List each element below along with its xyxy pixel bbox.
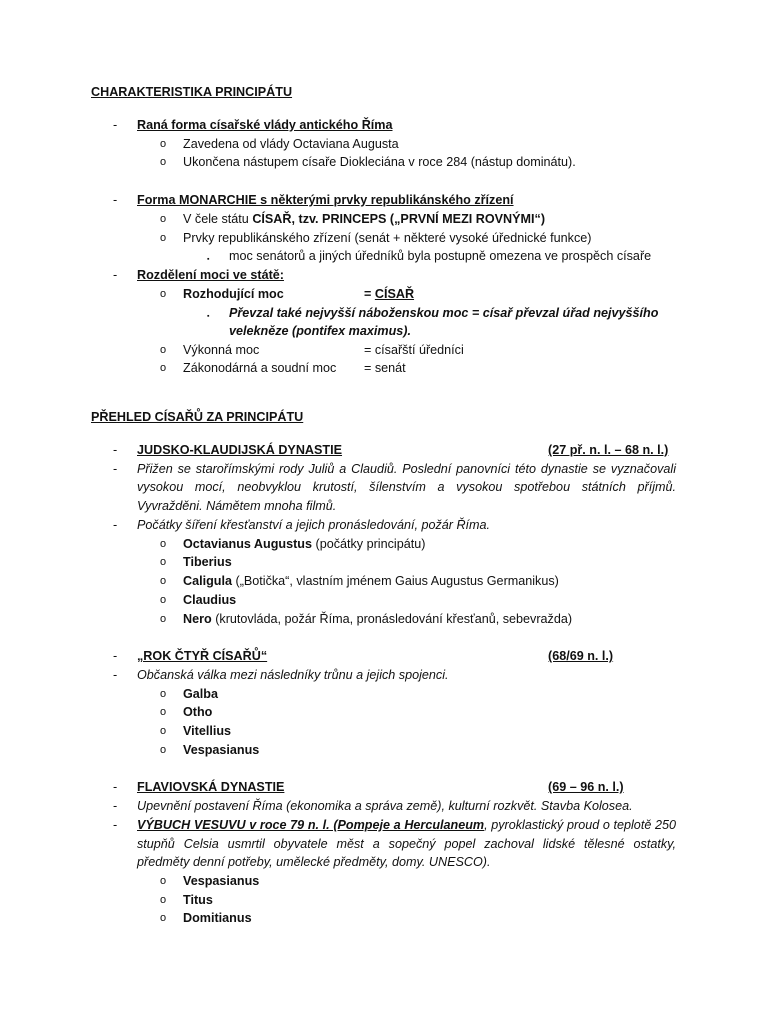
circle-bullet: o xyxy=(160,725,167,737)
power-label: Zákonodárná a soudní moc xyxy=(183,361,337,375)
description-line: Přižen se starořímskými rody Juliů a Claudiů. Poslední panovníci této dynastie se vyznačovali xyxy=(137,462,676,476)
dash-bullet: - xyxy=(113,818,118,832)
subitem-text xyxy=(183,210,545,228)
circle-bullet: o xyxy=(160,875,167,887)
emperor-name: Galba xyxy=(183,687,218,701)
circle-bullet: o xyxy=(160,688,167,700)
description-line: vysokou mocí, neobvyklou krutostí, šílenstvím a vysokou spotřebou státních příjmů. xyxy=(137,480,676,494)
subitem-text: Ukončena nástupem císaře Diokleciána v roce 284 (nástup dominátu). xyxy=(183,155,576,169)
emperor-name: Claudius xyxy=(183,593,237,607)
circle-bullet: o xyxy=(160,912,167,924)
dash-bullet: - xyxy=(113,268,118,282)
dynasty-dates: (27 př. n. l. – 68 n. l.) xyxy=(548,443,669,457)
emperor-name: Caligula xyxy=(183,574,232,588)
emperor-text xyxy=(183,591,236,609)
circle-bullet: o xyxy=(160,706,167,718)
power-value xyxy=(364,341,464,359)
dash-bullet: - xyxy=(113,193,118,207)
power-value-text: CÍSAŘ xyxy=(374,287,415,301)
dynasty-title xyxy=(137,647,617,665)
circle-bullet: o xyxy=(160,288,167,300)
circle-bullet: o xyxy=(160,556,167,568)
description-line: stupňů Celsia usmrtil obyvatele měst a sopečný popel zachoval lidské tělesné ostatky, xyxy=(137,837,676,851)
emperor-name: Vitellius xyxy=(183,724,232,738)
circle-bullet: o xyxy=(160,232,167,244)
dash-bullet: - xyxy=(113,799,118,813)
square-bullet: ▪ xyxy=(207,256,210,263)
item-title: Forma MONARCHIE s některými prvky republikánského zřízení xyxy=(137,193,514,207)
emperor-name: Octavianus Augustus xyxy=(183,537,312,551)
text-bold: CÍSAŘ, tzv. PRINCEPS („PRVNÍ MEZI ROVNÝMI“) xyxy=(252,212,546,226)
emperor-name: Otho xyxy=(183,705,213,719)
description-line: Upevnění postavení Říma (ekonomika a správa země), kulturní rozkvět. Stavba Kolosea. xyxy=(137,799,633,813)
circle-bullet: o xyxy=(160,613,167,625)
description-line: Občanská válka mezi následníky trůnu a jejich spojenci. xyxy=(137,668,449,682)
description-line: Vyvražděni. Námětem mnoha filmů. xyxy=(137,499,337,513)
emperor-note: („Botička“, vlastním jménem Gaius Augustus Germanikus) xyxy=(232,574,559,588)
circle-bullet: o xyxy=(160,344,167,356)
power-label: Výkonná moc xyxy=(183,343,260,357)
dynasty-name: FLAVIOVSKÁ DYNASTIE xyxy=(137,780,285,794)
dynasty-title xyxy=(137,778,617,796)
subitem-text: Prvky republikánského zřízení (senát + některé vysoké úřednické funkce) xyxy=(183,231,592,245)
equals-sign: = xyxy=(364,343,375,357)
dynasty-name: JUDSKO-KLAUDIJSKÁ DYNASTIE xyxy=(137,443,343,457)
dynasty-dates: (68/69 n. l.) xyxy=(548,649,614,663)
circle-bullet: o xyxy=(160,156,167,168)
emperor-name: Nero xyxy=(183,612,212,626)
dynasty-dates: (69 – 96 n. l.) xyxy=(548,780,624,794)
circle-bullet: o xyxy=(160,138,167,150)
circle-bullet: o xyxy=(160,594,167,606)
subsubitem-text: moc senátorů a jiných úředníků byla postupně omezena ve prospěch císaře xyxy=(229,249,652,263)
text-prefix: V čele státu xyxy=(183,212,253,226)
dynasty-name: „ROK ČTYŘ CÍSAŘŮ“ xyxy=(137,649,268,663)
emperor-name: Domitianus xyxy=(183,911,252,925)
dash-bullet: - xyxy=(113,118,118,132)
dash-bullet: - xyxy=(113,649,118,663)
power-value-text: císařští úředníci xyxy=(374,343,464,357)
emperor-name: Titus xyxy=(183,893,213,907)
circle-bullet: o xyxy=(160,575,167,587)
vesuvius-text: , pyroklastický proud o teplotě 250 xyxy=(484,818,676,832)
emperor-note: (krutovláda, požár Říma, pronásledování křesťanů, sebevražda) xyxy=(211,612,573,626)
emperor-note: (počátky principátu) xyxy=(312,537,426,551)
description-line: předměty denní potřeby, umělecké předměty, domy. UNESCO). xyxy=(137,855,491,869)
dash-bullet: - xyxy=(113,518,118,532)
power-value-text: senát xyxy=(374,361,406,375)
emperor-name: Vespasianus xyxy=(183,874,260,888)
dash-bullet: - xyxy=(113,668,118,682)
emperor-name: Tiberius xyxy=(183,555,232,569)
section-heading-prehled: PŘEHLED CÍSAŘŮ ZA PRINCIPÁTU xyxy=(91,410,304,424)
vesuvius-highlight: VÝBUCH VESUVU v roce 79 n. l. (Pompeje a Herculaneum xyxy=(137,818,485,832)
section-heading-charakteristika: CHARAKTERISTIKA PRINCIPÁTU xyxy=(91,85,293,99)
square-bullet: ▪ xyxy=(207,313,210,320)
note-text-continued: velekněze (pontifex maximus). xyxy=(229,324,411,338)
emperor-name: Vespasianus xyxy=(183,743,260,757)
dash-bullet: - xyxy=(113,443,118,457)
subitem-text: Zavedena od vlády Octaviana Augusta xyxy=(183,137,399,151)
circle-bullet: o xyxy=(160,213,167,225)
emperor-text xyxy=(183,535,425,553)
circle-bullet: o xyxy=(160,894,167,906)
note-text: Převzal také nejvyšší náboženskou moc = císař převzal úřad nejvyššího xyxy=(229,306,659,320)
item-title: Rozdělení moci ve státě: xyxy=(137,268,284,282)
equals-sign: = xyxy=(364,361,375,375)
description-line xyxy=(137,816,676,834)
description-line: Počátky šíření křesťanství a jejich pronásledování, požár Říma. xyxy=(137,518,491,532)
circle-bullet: o xyxy=(160,538,167,550)
circle-bullet: o xyxy=(160,744,167,756)
dash-bullet: - xyxy=(113,780,118,794)
power-label: Rozhodující moc xyxy=(183,287,284,301)
power-value xyxy=(364,285,414,303)
power-value xyxy=(364,359,406,377)
item-title: Raná forma císařské vlády antického Říma xyxy=(137,118,393,132)
circle-bullet: o xyxy=(160,362,167,374)
emperor-text xyxy=(183,572,559,590)
dash-bullet: - xyxy=(113,462,118,476)
emperor-text xyxy=(183,610,572,628)
emperor-text xyxy=(183,553,232,571)
equals-sign: = xyxy=(364,287,375,301)
